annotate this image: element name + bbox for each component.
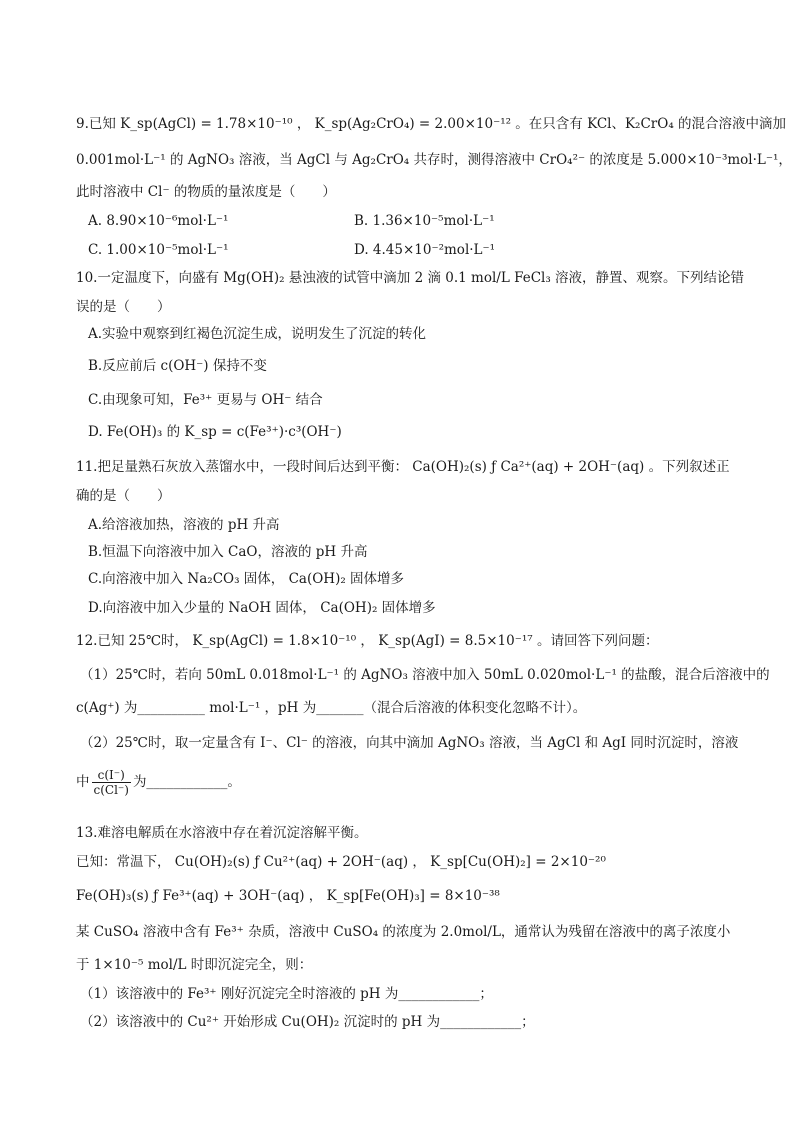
q11-option-c: C.向溶液中加入 Na₂CO₃ 固体， Ca(OH)₂ 固体增多 bbox=[88, 571, 405, 587]
q13-part1: （1）该溶液中的 Fe³⁺ 刚好沉淀完全时溶液的 pH 为____________； bbox=[80, 986, 493, 1002]
q12-part1-line1: （1）25℃时，若向 50mL 0.018mol·L⁻¹ 的 AgNO₃ 溶液中加入 50mL 0.020mol·L⁻¹ 的盐酸，混合后溶液中的 bbox=[80, 667, 770, 683]
q9-stem-line3: 此时溶液中 Cl⁻ 的物质的量浓度是（ ） bbox=[76, 184, 336, 200]
q10-option-c: C.由现象可知，Fe³⁺ 更易与 OH⁻ 结合 bbox=[88, 392, 323, 408]
q10-option-a: A.实验中观察到红褐色沉淀生成，说明发生了沉淀的转化 bbox=[88, 326, 427, 342]
q13-context-line2: 于 1×10⁻⁵ mol/L 时即沉淀完全，则： bbox=[76, 957, 313, 973]
concentration-ratio-fraction bbox=[92, 768, 131, 797]
fraction-numerator: c(I⁻) bbox=[92, 768, 131, 783]
q12-stem: 12.已知 25℃时， K_sp(AgCl) = 1.8×10⁻¹⁰ ， K_sp(AgI) = 8.5×10⁻¹⁷ 。请回答下列问题： bbox=[76, 633, 659, 649]
q12-part2-suffix: 为____________。 bbox=[132, 774, 241, 790]
q9-stem-line2: 0.001mol·L⁻¹ 的 AgNO₃ 溶液，当 AgCl 与 Ag₂CrO₄ 共存时，测得溶液中 CrO₄²⁻ 的浓度是 5.000×10⁻³mol·L⁻¹， bbox=[76, 152, 792, 168]
q9-option-a: A. 8.90×10⁻⁶mol·L⁻¹ bbox=[88, 213, 229, 229]
q13-given-fe: Fe(OH)₃(s) ƒ Fe³⁺(aq) + 3OH⁻(aq) ， K_sp[Fe(OH)₃] = 8×10⁻³⁸ bbox=[76, 888, 500, 904]
q12-part1-line2: c(Ag⁺) 为__________ mol·L⁻¹ ，pH 为_______（混合后溶液的体积变化忽略不计）。 bbox=[76, 700, 587, 716]
q12-part2-line2 bbox=[76, 766, 754, 798]
q13-part2: （2）该溶液中的 Cu²⁺ 开始形成 Cu(OH)₂ 沉淀时的 pH 为____________； bbox=[80, 1014, 535, 1030]
q9-option-c: C. 1.00×10⁻⁵mol·L⁻¹ bbox=[88, 242, 229, 258]
q13-given-cu: 已知：常温下， Cu(OH)₂(s) ƒ Cu²⁺(aq) + 2OH⁻(aq) ， K_sp[Cu(OH)₂] = 2×10⁻²⁰ bbox=[76, 854, 606, 870]
q9-option-b: B. 1.36×10⁻⁵mol·L⁻¹ bbox=[354, 213, 495, 229]
q10-stem-line2: 误的是（ ） bbox=[76, 299, 171, 315]
q11-option-d: D.向溶液中加入少量的 NaOH 固体， Ca(OH)₂ 固体增多 bbox=[88, 600, 436, 616]
q9-option-d: D. 4.45×10⁻²mol·L⁻¹ bbox=[354, 242, 496, 258]
q13-stem: 13.难溶电解质在水溶液中存在着沉淀溶解平衡。 bbox=[76, 825, 368, 841]
q11-option-a: A.给溶液加热，溶液的 pH 升高 bbox=[88, 517, 280, 533]
q10-option-b: B.反应前后 c(OH⁻) 保持不变 bbox=[88, 358, 267, 374]
q12-part2-line1: （2）25℃时，取一定量含有 I⁻、Cl⁻ 的溶液，向其中滴加 AgNO₃ 溶液，当 AgCl 和 AgI 同时沉淀时，溶液 bbox=[80, 735, 739, 751]
q9-stem-line1: 9.已知 K_sp(AgCl) = 1.78×10⁻¹⁰ ， K_sp(Ag₂CrO₄) = 2.00×10⁻¹² 。在只含有 KCl、K₂CrO₄ 的混合溶液中滴加 bbox=[76, 116, 787, 132]
q11-stem-line1: 11.把足量熟石灰放入蒸馏水中，一段时间后达到平衡： Ca(OH)₂(s) ƒ Ca²⁺(aq) + 2OH⁻(aq) 。下列叙述正 bbox=[76, 459, 730, 475]
q12-part2-prefix: 中 bbox=[76, 774, 90, 790]
q13-context-line1: 某 CuSO₄ 溶液中含有 Fe³⁺ 杂质，溶液中 CuSO₄ 的浓度为 2.0mol/L，通常认为残留在溶液中的离子浓度小 bbox=[76, 924, 731, 940]
q11-option-b: B.恒温下向溶液中加入 CaO，溶液的 pH 升高 bbox=[88, 544, 368, 560]
q10-option-d: D. Fe(OH)₃ 的 K_sp = c(Fe³⁺)·c³(OH⁻) bbox=[88, 424, 342, 440]
fraction-denominator: c(Cl⁻) bbox=[93, 783, 129, 797]
q11-stem-line2: 确的是（ ） bbox=[76, 488, 171, 504]
q10-stem-line1: 10.一定温度下，向盛有 Mg(OH)₂ 悬浊液的试管中滴加 2 滴 0.1 mol/L FeCl₃ 溶液，静置、观察。下列结论错 bbox=[76, 270, 745, 286]
